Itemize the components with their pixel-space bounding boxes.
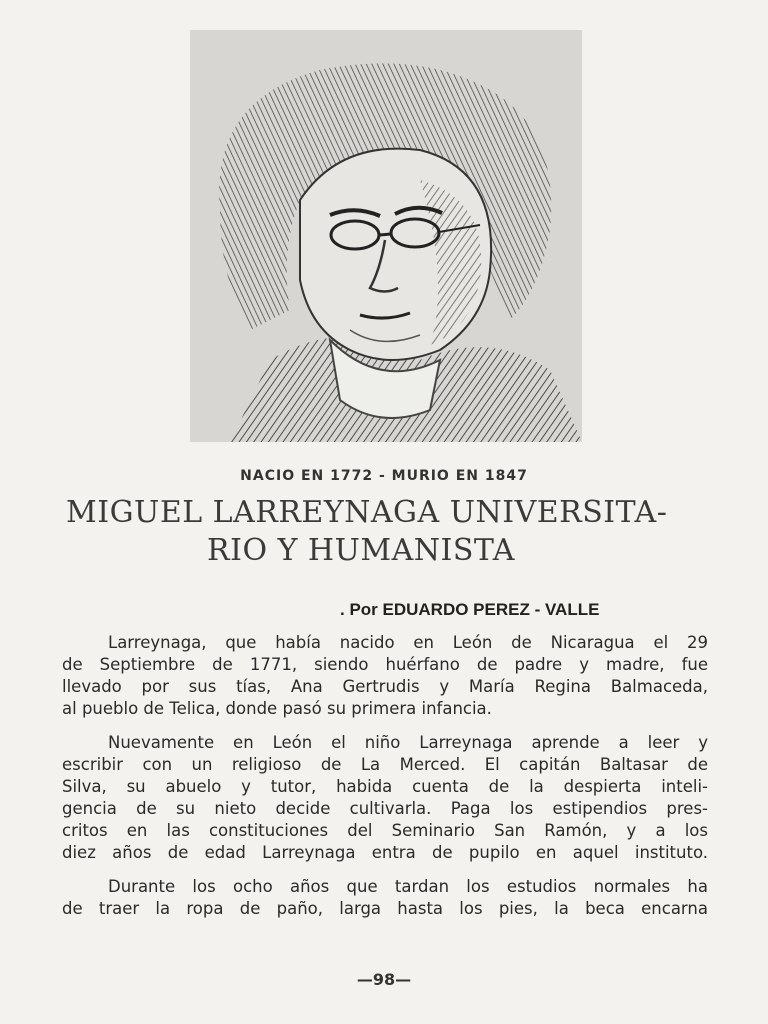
- text-line: critos en las constituciones del Seminario San Ramón, y a los: [62, 821, 708, 840]
- text-line: de Septiembre de 1771, siendo huérfano de padre y madre, fue: [62, 655, 708, 674]
- portrait-caption: NACIO EN 1772 - MURIO EN 1847: [240, 468, 528, 484]
- text-line: Durante los ocho años que tardan los estudios normales ha: [108, 877, 708, 896]
- portrait-engraving: [190, 30, 582, 442]
- text-line: diez años de edad Larreynaga entra de pupilo en aquel instituto.: [62, 843, 708, 862]
- paragraph: [62, 876, 708, 920]
- paragraph: [62, 632, 708, 720]
- title-line-2: RIO Y HUMANISTA: [207, 533, 515, 568]
- text-line: llevado por sus tías, Ana Gertrudis y María Regina Balmaceda,: [62, 677, 708, 696]
- text-line: gencia de su nieto decide cultivarla. Paga los estipendios pres-: [62, 799, 708, 818]
- text-line: Nuevamente en León el niño Larreynaga aprende a leer y: [108, 733, 708, 752]
- text-line: Larreynaga, que había nacido en León de Nicaragua el 29: [108, 633, 708, 652]
- article-title: [66, 494, 716, 570]
- text-line: al pueblo de Telica, donde pasó su primera infancia.: [62, 699, 492, 718]
- text-line: escribir con un religioso de La Merced. El capitán Baltasar de: [62, 755, 708, 774]
- title-line-1: MIGUEL LARREYNAGA UNIVERSITA-: [66, 495, 668, 530]
- text-line: Silva, su abuelo y tutor, habida cuenta de la despierta inteli-: [62, 777, 708, 796]
- article-body: [62, 632, 708, 932]
- author-byline: . Por EDUARDO PEREZ - VALLE: [340, 600, 600, 619]
- page-number: —98—: [356, 970, 412, 989]
- paragraph: [62, 732, 708, 864]
- text-line: de traer la ropa de paño, larga hasta los pies, la beca encarna: [62, 899, 708, 918]
